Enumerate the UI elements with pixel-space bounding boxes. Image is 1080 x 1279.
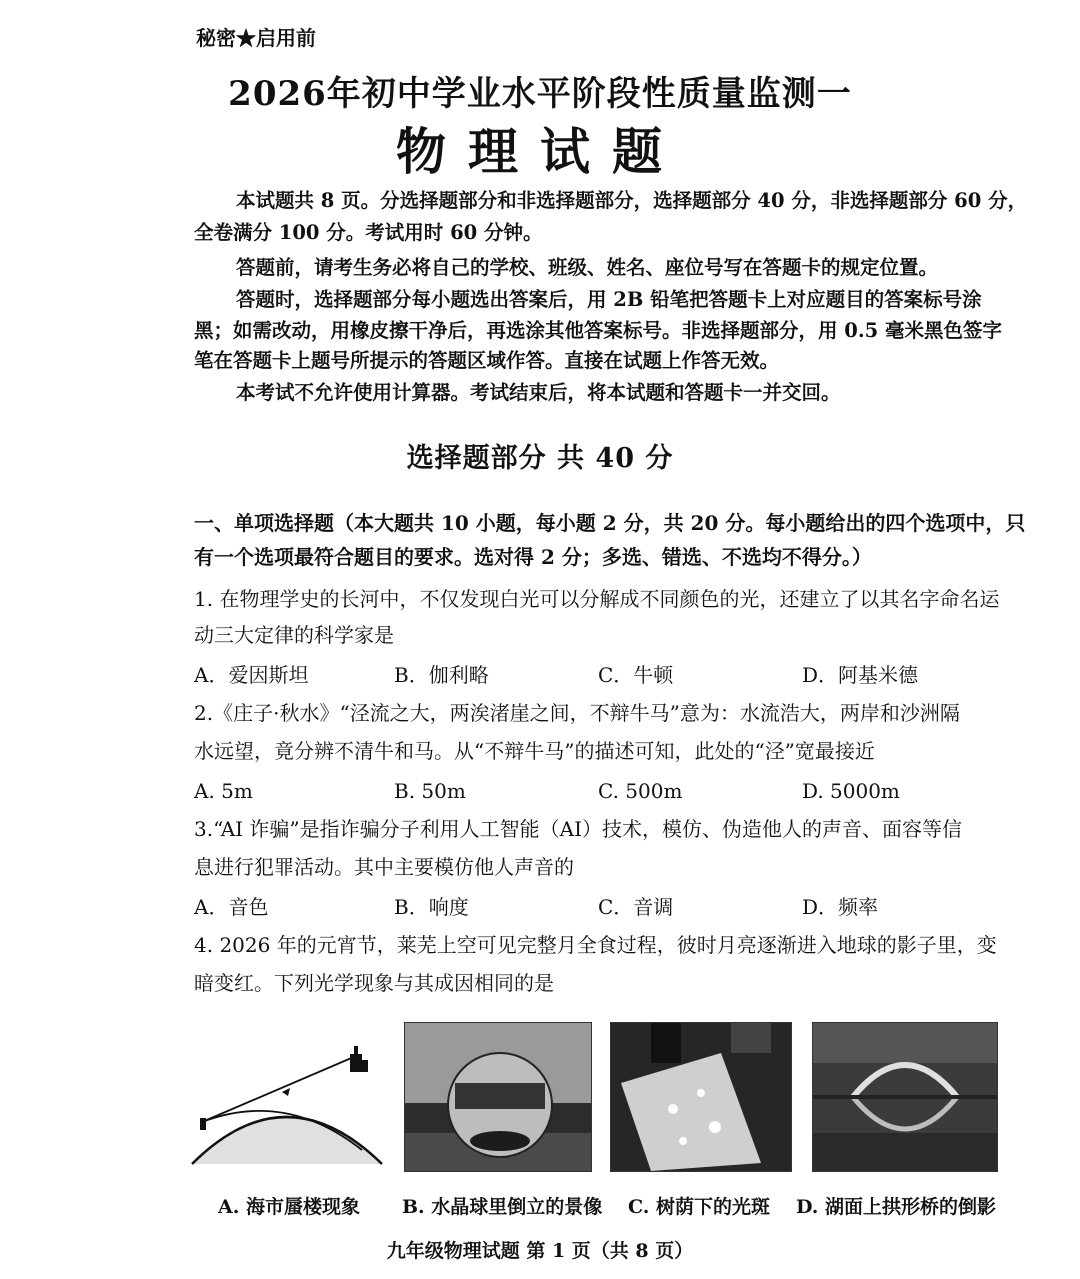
figure-a-mirage-diagram [186,1030,386,1170]
q1-option-c: C．牛顿 [598,663,674,687]
q2-option-b: B. 50m [394,779,466,803]
q3-option-c: C．音调 [598,895,674,919]
q3-option-a: A．音色 [194,895,269,919]
instruction-line: 本试题共 8 页。分选择题部分和非选择题部分，选择题部分 40 分，非选择题部分 60 分， [236,189,1028,212]
figure-caption-b: B. 水晶球里倒立的景像 [402,1196,603,1218]
question-3-text: 3.“AI 诈骗”是指诈骗分子利用人工智能（AI）技术，模仿、伪造他人的声音、面容等信 [194,817,962,841]
figure-d-bridge-reflection-photo [812,1022,998,1172]
page-footer: 九年级物理试题 第 1 页（共 8 页） [386,1240,694,1262]
subject-title: 物理试题 [396,122,684,181]
figure-c-light-spots-photo [610,1022,792,1172]
question-4-text: 暗变红。下列光学现象与其成因相同的是 [194,971,554,995]
instruction-line: 笔在答题卡上题号所提示的答题区域作答。直接在试题上作答无效。 [194,349,780,372]
instruction-line: 全卷满分 100 分。考试用时 60 分钟。 [194,221,543,244]
q1-option-d: D．阿基米德 [802,663,919,687]
q2-option-d: D. 5000m [802,779,900,803]
secret-label: 秘密★启用前 [196,26,316,50]
figure-caption-c: C. 树荫下的光斑 [628,1196,771,1218]
part-heading: 有一个选项最符合题目的要求。选对得 2 分；多选、错选、不选均不得分。） [194,545,872,569]
q3-option-d: D．频率 [802,895,879,919]
question-2-text: 水远望，竟分辨不清牛和马。从“不辩牛马”的描述可知，此处的“泾”宽最接近 [194,739,875,763]
instruction-line: 黑；如需改动，用橡皮擦干净后，再选涂其他答案标号。非选择题部分，用 0.5 毫米黑色签字 [194,319,1003,342]
section-title: 选择题部分 共 40 分 [406,443,674,474]
q1-option-b: B．伽利略 [394,663,489,687]
exam-title: 2026年初中学业水平阶段性质量监测一 [228,74,852,114]
figure-caption-a: A. 海市蜃楼现象 [218,1196,360,1218]
q3-option-b: B．响度 [394,895,469,919]
instruction-line: 答题前，请考生务必将自己的学校、班级、姓名、座位号写在答题卡的规定位置。 [236,256,939,279]
question-1-text: 动三大定律的科学家是 [194,623,394,647]
instruction-line: 本考试不允许使用计算器。考试结束后，将本试题和答题卡一并交回。 [236,381,841,404]
question-2-text: 2.《庄子·秋水》“泾流之大，两涘渚崖之间，不辩牛马”意为：水流浩大，两岸和沙洲隔 [194,701,960,725]
q1-option-a: A．爱因斯坦 [194,663,309,687]
question-3-text: 息进行犯罪活动。其中主要模仿他人声音的 [194,855,574,879]
q2-option-c: C. 500m [598,779,683,803]
figure-caption-d: D. 湖面上拱形桥的倒影 [796,1196,997,1218]
question-1-text: 1. 在物理学史的长河中，不仅发现白光可以分解成不同颜色的光，还建立了以其名字命名运 [194,587,1000,611]
instruction-line: 答题时，选择题部分每小题选出答案后，用 2B 铅笔把答题卡上对应题目的答案标号涂 [236,288,982,311]
figure-b-crystal-ball-photo [404,1022,592,1172]
part-heading: 一、单项选择题（本大题共 10 小题，每小题 2 分，共 20 分。每小题给出的四个选项中，只 [194,511,1026,535]
q2-option-a: A. 5m [194,779,253,803]
question-4-text: 4. 2026 年的元宵节，莱芜上空可见完整月全食过程，彼时月亮逐渐进入地球的影子里，变 [194,933,997,957]
